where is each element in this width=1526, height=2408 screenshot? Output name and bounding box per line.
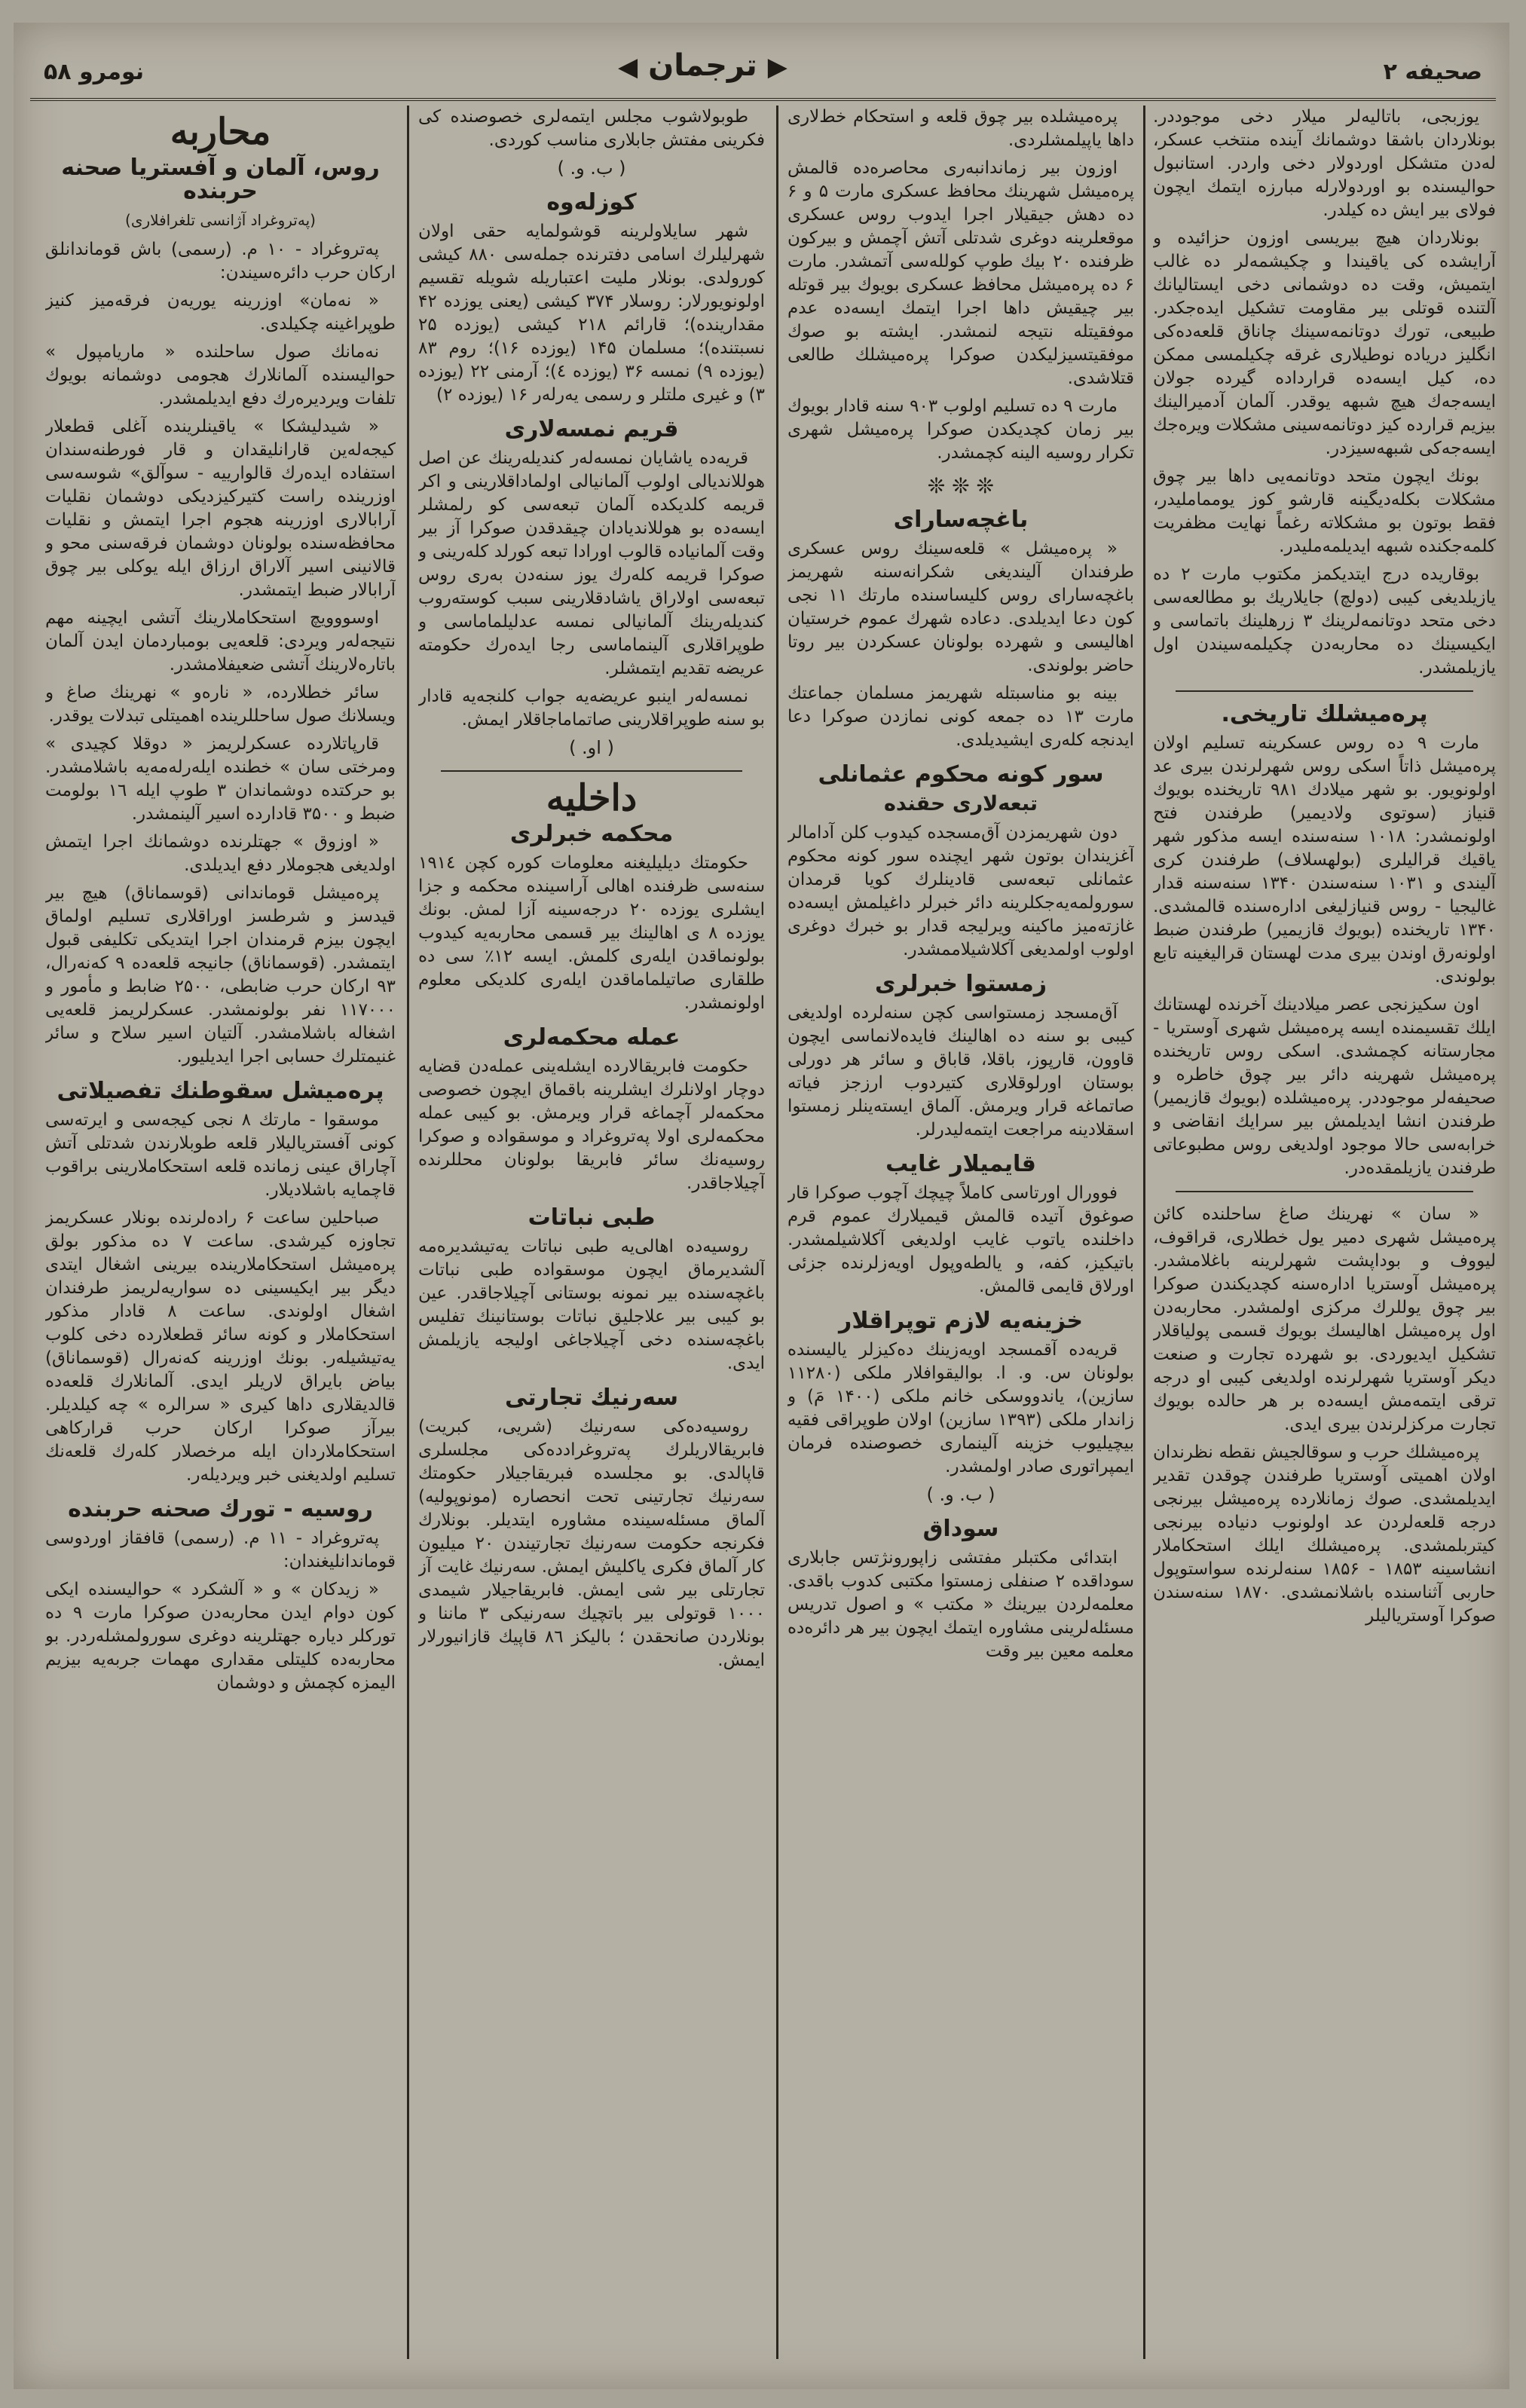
column-rule xyxy=(776,106,778,2359)
section-banner: محاربه xyxy=(170,111,271,153)
paragraph: اوسووویچ استحکاملارینك آتشی ایچینه مهم نتیجه‌لەر ویردی: قلعه‌یی بومباردمان ایدن آلمان باتارە‌لارینك آتشی ضعیفلامشدر. xyxy=(45,608,396,675)
section-subheading: تبعه‌لاری حقنده xyxy=(883,792,1038,815)
paragraph: « زیدکان » و « آلشکرد » حوالیسنده ایکی کون دوام ایدن محاربه‌دن صوكرا مارت ۹ ده تورکلر دیاره جهتلرینه دوغری سورولمشلەردر. بو محاربه‌ده کلیتلی مقداری مهمات جربه‌یه بیزیم الیمزه کچمش و دوشمان xyxy=(45,1580,396,1693)
paragraph: حکومت فابریقالارده ایشلەینی عمله‌دن قضایه دوچار اولانلرك ایشلرینه باقماق ایچون خصوصی محکمه‌لر آچماغه قرار ویرمش. بو کیبی عمله محکمه‌لری اولا پەتروغراد و موسقواده و صوكرا روسیه‌نك سائر فابریقا بولونان محللرنده آچیلاجاقدر. xyxy=(418,1057,765,1193)
column-rule xyxy=(1143,106,1145,2359)
section-heading: پره‌میشلك تاریخی. xyxy=(1221,701,1428,727)
column-3 xyxy=(418,106,765,2359)
section-heading: عمله محکمه‌لری xyxy=(503,1024,680,1051)
paragraph: بوقاریده درج ایتدیکمز مکتوب مارت ۲ ده یازیلدیغی کیبی (دولچ) جایلاریك بو مطالعه‌سی دخی متحد دوتانمه‌لرینك ۳ زرهلینك باتماسی و ایکیسینك ده محاربه‌دن چکیلمه‌سیندن اول یازیلمشدر. xyxy=(1153,565,1496,678)
byline: (پەتروغراد آژانسی تلغرافلاری) xyxy=(125,211,316,229)
section-banner: داخلیه xyxy=(546,777,638,819)
section-heading: روس، آلمان و آفستریا صحنه حربنده xyxy=(61,155,380,204)
paragraph: « اوزوق » جهتلرنده دوشمانك اجرا ایتمش اولدیغی هجوملار دفع ایدیلدی. xyxy=(45,832,396,875)
paragraph: شهر سایلاولرینه قوشولمایه حقی اولان شهرلیلرك اسامی دفترنده جمله‌سی ۸۸۰ کیشی کورولدی. بونلار ملیت اعتباریله شویله تقسیم اولونویورلار: روسلار ۳۷۴ کیشی (یعنی یوزده ۴۲ مقدارینده)؛ قارائم ۲۱۸ کیشی (یوزده ۲۵ نسبتنده)؛ مسلمان ۱۴۵ (یوزده ۱۶)؛ روم ۸۳ (یوزده ۹) نمسه ۳۶ (یوزده ٤)؛ آرمنی ۲۲ (یوزده ۳) و غیری ملتلر و رسمی یەرلەر ۱۶ (یوزده ۲) xyxy=(418,222,765,405)
section-heading: محکمه خبرلری xyxy=(509,821,674,847)
section-heading: طبی نباتات xyxy=(528,1204,656,1231)
paragraph: « پره‌میشل » قلعه‌سینك روس عسکری طرفندان آلیندیغی شکرانه‌سنه شهریمز باغچه‌سارای روس کلیساسنده مارتك ۱۱ نجی کون دعا ایدیلدی. دعاده شهرك عموم خرستیان اهالیسی و شهرده بولونان عسکردن بیر روتا حاضر بولوندی. xyxy=(787,539,1134,675)
paragraph: سائر خطلاردە، « نارەو » نهرینك صاغ و ویسلانك صول ساحللرینده اهمیتلی تبدلات یوقدر. xyxy=(45,683,396,726)
paragraph: « سان » نهرینك صاغ ساحلنده کائن پره‌میشل شهری دمیر یول خطلاری، قراقوف، لیووف و بوداپشت شهرلرینه باغلامشدر. پره‌میشل آوستریا ادارەسنه کچدیکندن صوکرا بیر چوق یوللرك مرکزی اولمشدر. محاربه‌دن اول پره‌میشل اهالیسك بویوك قسمی پولیاقلار تشکیل ایدیوردی. بو شهرده تجارت و صنعت دیکر آوستریا شهرلرنده اولدیغی کیبی او درجه ترقی ایتمه‌مش ایسه‌ده بر هر حالده بویوك تجارت مرکزلرندن بیری ایدی. xyxy=(1153,1204,1496,1434)
paragraph: قارپاتلارده عسکرلریمز « دوقلا کچیدی » ومرختی سان » خطنده ایلەرلەمه‌یه باشلامشدر. بو حرکتده دوشماندان ۳ طوپ ایله ۱٦ بولومت ضبط و ۳۵۰۰ قادارده اسیر آلینمشدر. xyxy=(45,734,396,824)
page-header xyxy=(30,38,1496,101)
paragraph: قریه‌ده آقمسجد اویه‌زینك ده‌کیزلر یالیسنده بولونان س. و. ا. بوالیقوافلار ملکی (۱۱۲۸۰ سازین)، یاندووسکی خانم ملکی (۱۴۰۰ مَ) و زاندار ملکی (۱۳۹۳ سازین) اولان طوپراقی فقیه بیچیلیوب خزینه آلینماری خصوصنده فرمان ایمپراتوری صادر اولمشدر. xyxy=(787,1340,1134,1476)
signature: ( ب. و. ) xyxy=(557,158,626,179)
paragraph: « شیدلیشکا » یاقینلرینده آغلی قطعلار کیجه‌لەین قارانلیقدان و قار فورطنه‌سندان استفاده ایده‌رك قالوارییه - سوآلق» شوسه‌سی اوزرینده راست کتیرکیزدیکی دوشمان نقلیات آرابالاری اوزرینه هجوم اجرا ایتمش و نقلیات محافظه‌سنده بولونان دوشمان فرقه‌سنی محو و قالانینی اسیر آلاراق ارزاق ایله یوکلی بیر چوق آرابالار ضبط ایتمشدر. xyxy=(45,417,396,600)
paragraph: مارت ۹ ده تسلیم اولوب ۹۰۳ سنه قادار بویوك بیر زمان کچدیکدن صوكرا پره‌میشل شهری تکرار روسیه الینه کچمشدر. xyxy=(787,396,1134,463)
column-2 xyxy=(787,106,1134,2359)
paragraph: روسیه‌ده اهالی‌یه طبی نباتات یه‌تیشدیره‌مه آلشدیرماق ایچون موسقواده طبی نباتات باغچه‌سنده بیر نمونه بوستانی آچیلاجاقدر. عین بو کیبی بیر علاجلیق نباتات بوستانینك تفلیس باغچه‌سنده دخی آچیلاجاغی اولیجه یازیلمش ایدی. xyxy=(418,1237,765,1373)
paragraph: طوبولاشوب مجلس ایتمه‌لری خصوصنده کی فکرینی مفتش جابلاری مناسب کوردی. xyxy=(418,107,765,150)
right-arrow-icon: ▶ xyxy=(767,52,787,82)
paragraph: دون شهریمزدن آق‌مسجده کیدوب کلن آدامالر آغزیندان بوتون شهر ایچنده سور کونه محکوم عثمانلی تبعه‌سی قادینلرك کویا قرمدان سورولمه‌یه‌جکلرینه دائر خبرلر داغیلمش ایسه‌ده غازته‌میز ماکینه ویرلیجه قدار بو خبرك دوغری اولوب اولمدیغی آکلاشیلاممشدر. xyxy=(787,823,1134,959)
paragraph: اون سکیزنجی عصر میلادینك آخرنده لهستانك ایلك تقسیمنده ایسه پره‌میشل شهری آوستریا - مجارستانه کچمشدی. اسکی روس تاریخنده پره‌میشل شهرینه دائر بیر چوق خاطره و صحیفه‌لر موجوددر. پره‌میشلده (بویوك قازیمیر) طرفندن انشا ایدیلمش بیر سرایك انقاضی و خرابه‌سی حالا موجود اولدیغی روس مطبوعاتی طرفندن یازیلمقده‌در. xyxy=(1153,995,1496,1178)
paragraph: فوورال اورتاسی کاملاً چیچك آچوب صوكرا قار صوغوق آتیده قالمش قیمیلارك عموم قرم داخلنده یاتوب غایب اولدیغی آکلاشیلمشدر. باتیکیز، کفه، و یالطه‌وپول اویه‌زلرنده جزئی اورلاق قایمی قالمش. xyxy=(787,1183,1134,1296)
paragraph: صباحلین ساعت ۶ راده‌لرنده بونلار عسکریمز تجاوزه کیرشدی. ساعت ۷ ده مذکور بولق پره‌میشل استحکاملارینده بیرینی اشغال ایتدی دیگر بیر ایکیسینی ده سواریه‌لریمز طرفندان اشغال اولوندی. ساعت ۸ قادار مذکور استحکاملار و کونه سائر قطعلارده دخی کلوب یه‌تیشیلەر. بونك اوزرینه کەنەرال (قوسماناق) بیاض بایراق لاریلر ایدی. آلمانلارك قلعه‌ده قالدیقلاری داها کیری « سرالره » چه کیلدیلر. بیرآز صوكرا ارکان حرب قرارکاهی استحکاملاردان ایله مرخصلار کلەرك قلعه‌نك تسلیم اولدیغنی خبر ویردیلەر. xyxy=(45,1208,396,1485)
paragraph: آق‌مسجد زمستواسی کچن سنه‌لرده اولدیغی کیبی بو سنه ده اهالینك فایده‌لانماسی ایچون قاوون، قارپوز، باقلا، قاباق و سائر هر دورلی بوستان اورلوقلاری کتیردوب ارزجز فیاته صاتماغه قرار ویرمش. آلماق ایسته‌ینلر زمستوا اسقلادینه مراجعت ایتمه‌لیدرلر. xyxy=(787,1003,1134,1140)
divider xyxy=(441,770,742,772)
paragraph: یوزبجی، باتالیه‌لر میلار دخی موجوددر. بونلاردان باشقا دوشمانك آینده منتخب عسکر، لەدن متشکل اوردولار دخی واردر. استانبول حوالیسنده بو اوردولارله مبارزه ایتمك ایچون فولای بیر ایش ده کیلدر. xyxy=(1153,107,1496,220)
masthead xyxy=(618,48,787,83)
paragraph: نه‌مانك صول ساحلنده « ماریامپول » حوالیسنده آلمانلارك هجومی دوشمانه بویوك تلفات ویردیره‌رك دفع ایدیلمشدر. xyxy=(45,342,396,408)
divider xyxy=(1176,690,1473,692)
paragraph: اوزون بیر زماندانبه‌ری محاصره‌ده قالمش پره‌میشل شهرینك محافظ عسکری مارت ۵ و ۶ ده دهش جیقیلار اجرا ایدوب روس عسکری موقعلرینه دوغری شدتلی آتش آچمش و بیرکون ظرفنده ۲۰ بیك طوپ کوللەسی آتمشدر. مارت ۶ ده پره‌میشل محافظ عسکری بویوك بیر قوتله بیر چیقیش داها اجرا ایتمك ایسه‌ده عدم موفقیتله نتیجه لنمشدر. ایشته بو صوك موفقیتسیزلیکدن صوكرا پره‌میشلك طالعی قتلاشدی. xyxy=(787,158,1134,388)
paragraph: قریه‌ده یاشایان نمسه‌لەر کندیلەرینك عن اصل هوللاندیالی اولوب آلمانیالی اولماداقلارینی و اکر قریمه کلدیکده آلمان تبعه‌سی کو رلمشلر ایسه‌ده بو هوللاندیادان چیقدقدن صوكرا آز بیر وقت آلمانیاده قالوب اورادا تبعه کورلد کلەرینی و صوكرا قریمه کله‌رك یوز سنه‌دن بەری روس تبعه‌سی اولاراق یاشادقلارینی سبب کوسته‌روب کندیلەرینك آلمانیالی نمسه عدلیلماماسی و طوپراقلاری آلینماماسی رجا ایدەرك حکومته عریضه تقدیم ایتمشلر. xyxy=(418,448,765,678)
paragraph: بونلاردان هیچ بیریسی اوزون حزائیده و آرایشده کی یاقیندا و چکیشمه‌لر ده غالب ایتمیش، وقت ده دوشمانی دخی ایستالیانك آلتنده قوتلی بیر مقاومت تشکیل ایده‌جکدر. طبیعی، تورك دوتانمه‌سینك چاناق قلعه‌ده‌کی انگلیز دریاده نوطیلاری غرقه چکیلمسی ممکن ده، كیل ایسه‌ده قرارداده گیرده‌ جولان ایسه‌جه‌ك هیچ شبهه یوقدر. آلمان آدمیرالینك بیزیم قرارده‌ كیز دوتانمه‌سینی مشکلات ویره‌جك ایسه‌جه‌کی شبهه‌سیزدر. xyxy=(1153,228,1496,458)
column-rule xyxy=(407,106,409,2359)
left-arrow-icon: ◀ xyxy=(618,52,638,82)
signature: ( او. ) xyxy=(569,737,614,758)
paragraph: « نەمان» اوزرینه یوریه‌ن فرقه‌میز کنیز طوپراغینه چکیلدی. xyxy=(45,291,396,334)
section-heading: کوزله‌وه xyxy=(546,189,637,216)
section-heading: سور کونه محکوم عثمانلی xyxy=(818,761,1104,788)
paragraph: پەتروغراد - ۱۱ م. (رسمی) قافقاز اوردوسی قوماندانلیغندان: xyxy=(45,1528,396,1571)
paragraph: نمسه‌لەر اینبو عریضه‌یه جواب کلنجه‌یه قادار بو سنه طوپراقلارینی صاتماماجاقلار ایمش. xyxy=(418,687,765,730)
paragraph: بینه بو مناسبتله شهریمز مسلمان جماعتك مارت ۱۳ ده جمعه کونی نمازدن صوكرا دعا ایدنجه کله‌ری ایشیدیلدی. xyxy=(787,684,1134,750)
newspaper-name: ترجمان xyxy=(648,48,757,83)
paragraph: بونك ایچون متحد دوتانمه‌یی داها بیر چوق مشکلات بکله‌دیگینه قارشو کوز یومماملیدر، فقط بوتون بو مشکلاته رغماً نهایت مظفریت کلمه‌جکنده شبهه ایدیلمه‌ملیدر. xyxy=(1153,467,1496,556)
section-heading: قریم نمسه‌لاری xyxy=(504,416,679,442)
paragraph: مارت ۹ ده روس عسکرینه تسلیم اولان پره‌میشل ذاتاً اسکی روس شهرلرندن بیری عد اولونویور. بو شهر میلادك ۹۸۱ تاریخنده بویوك قنیاز (سوتوی ولادیمیر) طرفندن فتح اولونمشدر: ۱۰۱۸ سنه‌سنده ایسه مذکور شهر یاقیك قرالیلری (بولهسلاف) طرفندن کری آلیندی و ۱۰۳۱ سنه‌سندن ۱۳۴۰ سنه‌سنه قدار غالیجیا - روس قنیازلیغی ادارەسنده قالمشدی. ۱۳۴۰ تاریخنده (بویوك قازیمیر) طرفندن ضبط اولونه‌رق اوندن بیری مدت لهستان قرالیغینه تابع بولوندی. xyxy=(1153,733,1496,987)
section-heading: سەرنیك تجارتی xyxy=(505,1385,678,1411)
page-number: صحیفه ۲ xyxy=(1383,59,1482,85)
column-1 xyxy=(1153,106,1496,2359)
issue-number: نومرو ۵۸ xyxy=(44,59,145,85)
column-4 xyxy=(45,106,396,2359)
paragraph: پەتروغراد - ۱۰ م. (رسمی) باش قوماندانلق ارکان حرب دائرەسیندن: xyxy=(45,240,396,283)
section-heading: زمستوا خبرلری xyxy=(874,971,1047,997)
paragraph: پره‌میشلك حرب و سوقالجیش نقطه نظرندان اولان اهمیتی آوستریا طرفندن چوقدن تقدیر ایدیلمشدی. صوك زمانلارده پره‌میشل بیرنجی درجه قلعه‌لردن عد اولونوب دنیاده بیرنجی کیتربلمشدی. پره‌میشلك ایلك استحکاملار انشاسینه ۱۸۵۳ - ۱۸۵۶ سنه‌لرنده سواستوپول حاربی آثناسنده باشلانمشدی. ۱۸۷۰ سنه‌سندن صوكرا آوستریالیلر xyxy=(1153,1443,1496,1626)
section-heading: قایمیلار غایب xyxy=(885,1151,1036,1177)
signature: ( ب. و. ) xyxy=(926,1484,995,1505)
ornament: ❊ ❊ ❊ xyxy=(927,473,995,498)
paragraph: حکومتك دیلیلیغنه معلومات کوره کچن ۱۹۱٤ سنه‌سی ظرفنده اهالی آراسینده محکمه و جزا ایشلری یوزده ۲۰ درجه‌سینه آزا لمش. بونك یوزده ۸ ی اهالینك بیر قسمی محاربه‌یه کیدوب بولونماقدن ایلەری کلمش. ایسه ۱۲٪ سی ده طلقاری صاتیلماماقدن ایلەری کلدیکی معلوم اولونمشدر. xyxy=(418,853,765,1013)
paragraph: پره‌میشل قوماندانی (قوسماناق) هیچ بیر قیدسز و شرطسز اوراقلاری تسلیم اولماق ایچون بیزم قرمندان اجرا ایتدیکی تکلیفی قبول ایتمشدر. (قوسماناق) جانیجه قلعه‌ده ۹ کەنەرال، ۹۳ ارکان حرب ضابطی، ۲۵۰۰ ضابط و مأمور و ۱۱۷۰۰۰ نفر بولونمشدر. عسکرلریمز قلعه‌یی اشغاله باشلامشدر. آلتیان اسیر سلاح و سائر غنیمتلرك حسابی اجرا ایدیلیور. xyxy=(45,883,396,1066)
section-heading: روسیه - تورك صحنه حربنده xyxy=(68,1496,373,1522)
paragraph: پره‌میشلده بیر چوق قلعه و استحکام خط‌لاری داها یاپیلمشلردی. xyxy=(787,107,1134,150)
paragraph: ابتدائی مکتبلر مفتشی زاپورونژتس جابلاری سوداقده ۲ صنفلی زمستوا مکتبی کدوب باقدی. معلمه‌لردن بیرینك « مکتب » و اصول تدریس مسئله‌لرینی مشاوره ایتمك ایچون بیر هر دائرەده معلمه معین بیر وقت xyxy=(787,1548,1134,1661)
section-heading: سوداق xyxy=(922,1516,999,1542)
section-heading: خزینه‌یه لازم توپراقلار xyxy=(839,1308,1083,1334)
section-heading: باغچه‌سارای xyxy=(893,506,1029,533)
paragraph: موسقوا - مارتك ۸ نجی کیجه‌سی و ایرته‌سی کونی آفستریالیلار قلعه طوبلارندن شدتلی آتش آچاراق عینی زمانده قلعه استحکاملارینی براقوب قاچمایه باشلادیلار. xyxy=(45,1110,396,1200)
section-heading: پره‌میشل سقوطنك تفصیلاتی xyxy=(57,1078,384,1104)
divider xyxy=(1176,1191,1473,1192)
paragraph: روسیه‌ده‌کی سەرنیك (شریی، کبریت) فابریقالاریلرك پەتروغرادده‌کی مجلسلری قاپالدی. بو مجلسده فبریقاجیلار حکومتك سەرنیك تجارتینی تحت انحصاره (مونوپولیه) آلماق مسئله‌سینده مشاوره ایتدیلر. بونلارك فکرنجه حکومت سەرنیك تجارتیندن ۲۰ میلیون کار آلماق فکری یاکلیش ایمش. سەرنیك غایت آز تجارتلی بیر شی ایمش. فابریقاجیلار شیمدی ۱۰۰۰ قوتولی بیر باتچیك سەرنیکی ۳ ماننا و بونلاردن صانحقدن ؛ بالیکز ۸٦ قاپیك قازانیورلار ایمش. xyxy=(418,1417,765,1670)
